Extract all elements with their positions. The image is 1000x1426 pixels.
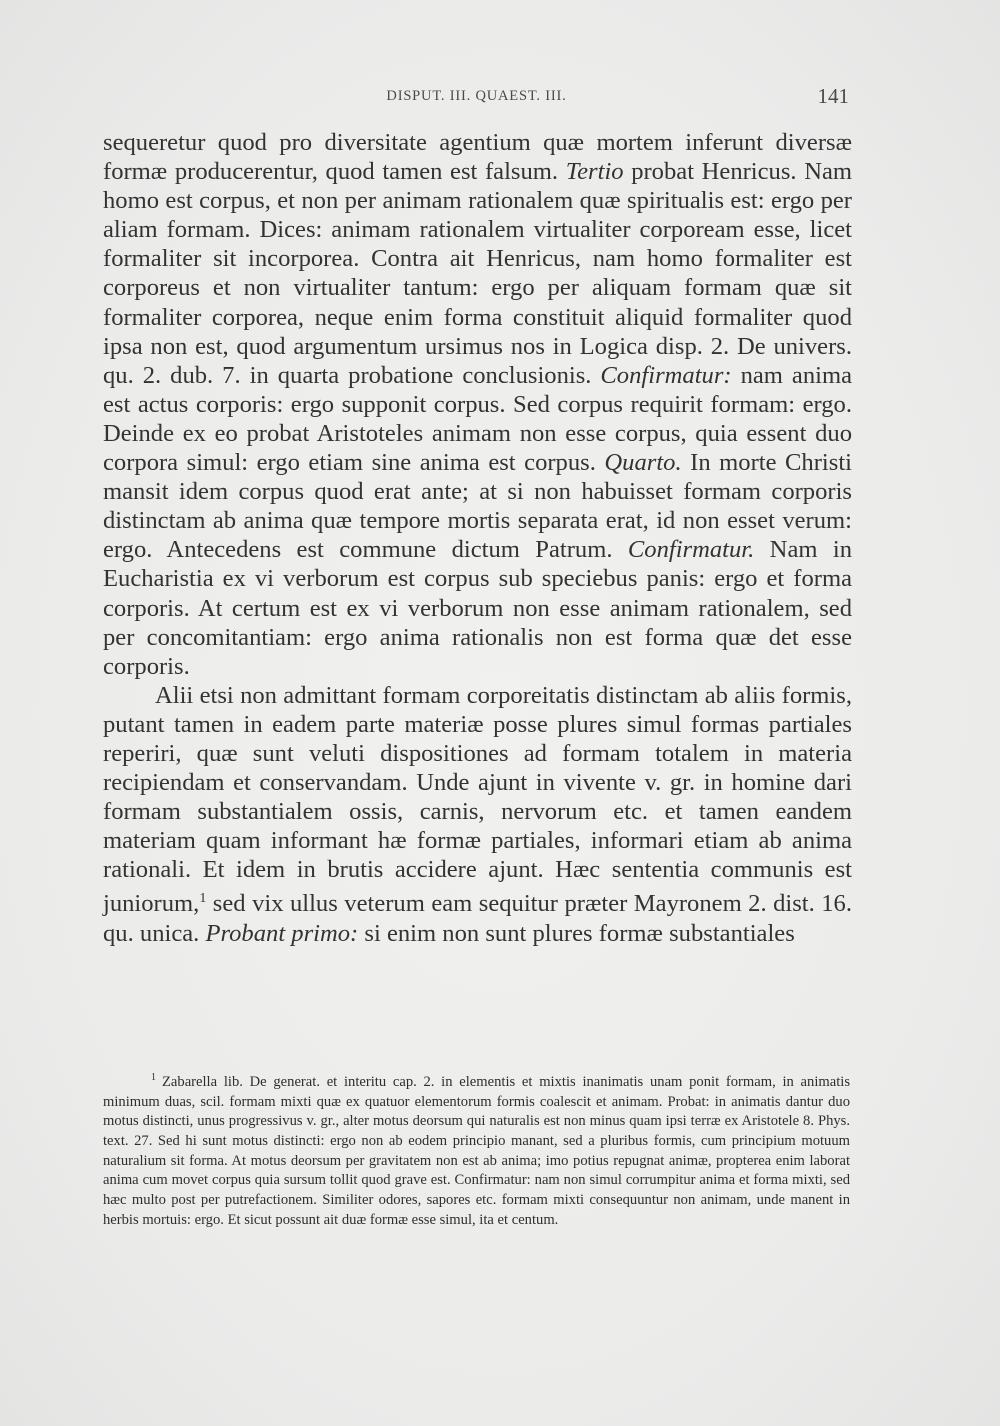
footnote-marker: 1: [151, 1072, 156, 1083]
footnotes: [103, 1068, 850, 1230]
italic-text: Confirmatur.: [627, 536, 755, 564]
paragraph: [103, 681, 852, 948]
text-run: probat Henricus. Nam homo est corpus, et non per animam rationalem quæ spiritualis est: ergo per aliam formam. Dices: animam rationalem virtualiter corpoream esse, licet formaliter sit incorporea. Contra ait Henricus, nam homo formaliter est corporeus et non virtualiter tantum: ergo per aliquam formam quæ sit formaliter corporea, neque enim forma constituit aliquid formaliter quod ipsa non est, quod argumentum ursimus nos in Logica disp. 2. De univers. qu. 2. dub. 7. in quarta probatione conclusionis.: [103, 158, 852, 389]
italic-text: Confirmatur:: [600, 361, 732, 389]
italic-text: Probant primo:: [205, 919, 359, 947]
text-run: Nam in Eucharistia ex vi verborum est corpus sub speciebus panis: ergo et forma corporis. At certum est ex vi verborum non esse animam rationalem, sed per concomitantiam: ergo anima rationalis non est forma quæ det esse corporis.: [103, 536, 852, 680]
footnote-text: Zabarella lib. De generat. et interitu cap. 2. in elementis et mixtis inanimatis unam ponit formam, in animatis minimum duas, scil. formam mixti quæ ex quatuor elementorum formis coalescit et animam. Probat: in animatis dantur duo motus distincti, unus progressivus v. gr., alter motus deorsum qui naturalis est non minus quam ipsi terræ ex Aristotele 8. Phys. text. 27. Sed hi sunt motus distincti: ergo non ab eodem principio manant, sed a pluribus formis, cum principium motuum naturalium sit forma. At motus deorsum per gravitatem non est ab anima; imo potius repugnat animæ, propterea enim laborat anima cum movet corpus quia sursum tollit quod grave est. Confirmatur: nam non simul corrumpitur anima et forma mixti, sed hæc multo post per putrefactionem. Similiter odores, sapores etc. formam mixti consequuntur non animam, unde manent in herbis mortuis: ergo. Et sicut possunt ait duæ formæ esse simul, ita et centum.: [103, 1073, 850, 1228]
text-run: nam anima est actus corporis: ergo supponit corpus. Sed corpus requirit formam: ergo. Deinde ex eo probat Aristoteles animam non esse corpus, quia essent duo corpora simul: ergo etiam sine anima est corpus.: [103, 361, 852, 477]
italic-text: Quarto.: [604, 449, 682, 477]
text-run: sequeretur quod pro diversitate agentium quæ mortem inferunt diversæ formæ producerentur, quod tamen est falsum.: [103, 129, 852, 186]
text-run: si enim non sunt plures formæ substantiales: [358, 919, 795, 947]
footnote: [103, 1068, 850, 1230]
page-number: 141: [817, 84, 849, 108]
running-head: DISPUT. III. QUAEST. III.: [386, 88, 567, 104]
main-text: [103, 128, 852, 948]
text-run: In morte Christi mansit idem corpus quod erat ante; at si non habuisset formam corporis distinctam ab anima quæ tempore mortis separata erat, id non esset verum: ergo. Antecedens est commune dictum Patrum.: [103, 449, 852, 564]
page-header: [104, 84, 849, 114]
text-run: Alii etsi non admittant formam corporeitatis distinctam ab aliis formis, putant tamen in eadem parte materiæ posse plures simul formas partiales reperiri, quæ sunt veluti dispositiones ad formam totalem in materia recipiendam et conservandam. Unde ajunt in vivente v. gr. in homine dari formam substantialem ossis, carnis, nervorum etc. et tamen eandem materiam quam informant hæ formæ partiales, informari etiam ab anima rationali. Et idem in brutis accidere ajunt. Hæc sententia communis est juniorum,: [103, 681, 852, 918]
italic-text: Tertio: [565, 158, 624, 186]
paragraph: [103, 128, 852, 681]
text-run: sed vix ullus veterum eam sequitur præter Mayronem 2. dist. 16. qu. unica.: [103, 890, 852, 947]
footnote-reference: 1: [199, 891, 207, 907]
